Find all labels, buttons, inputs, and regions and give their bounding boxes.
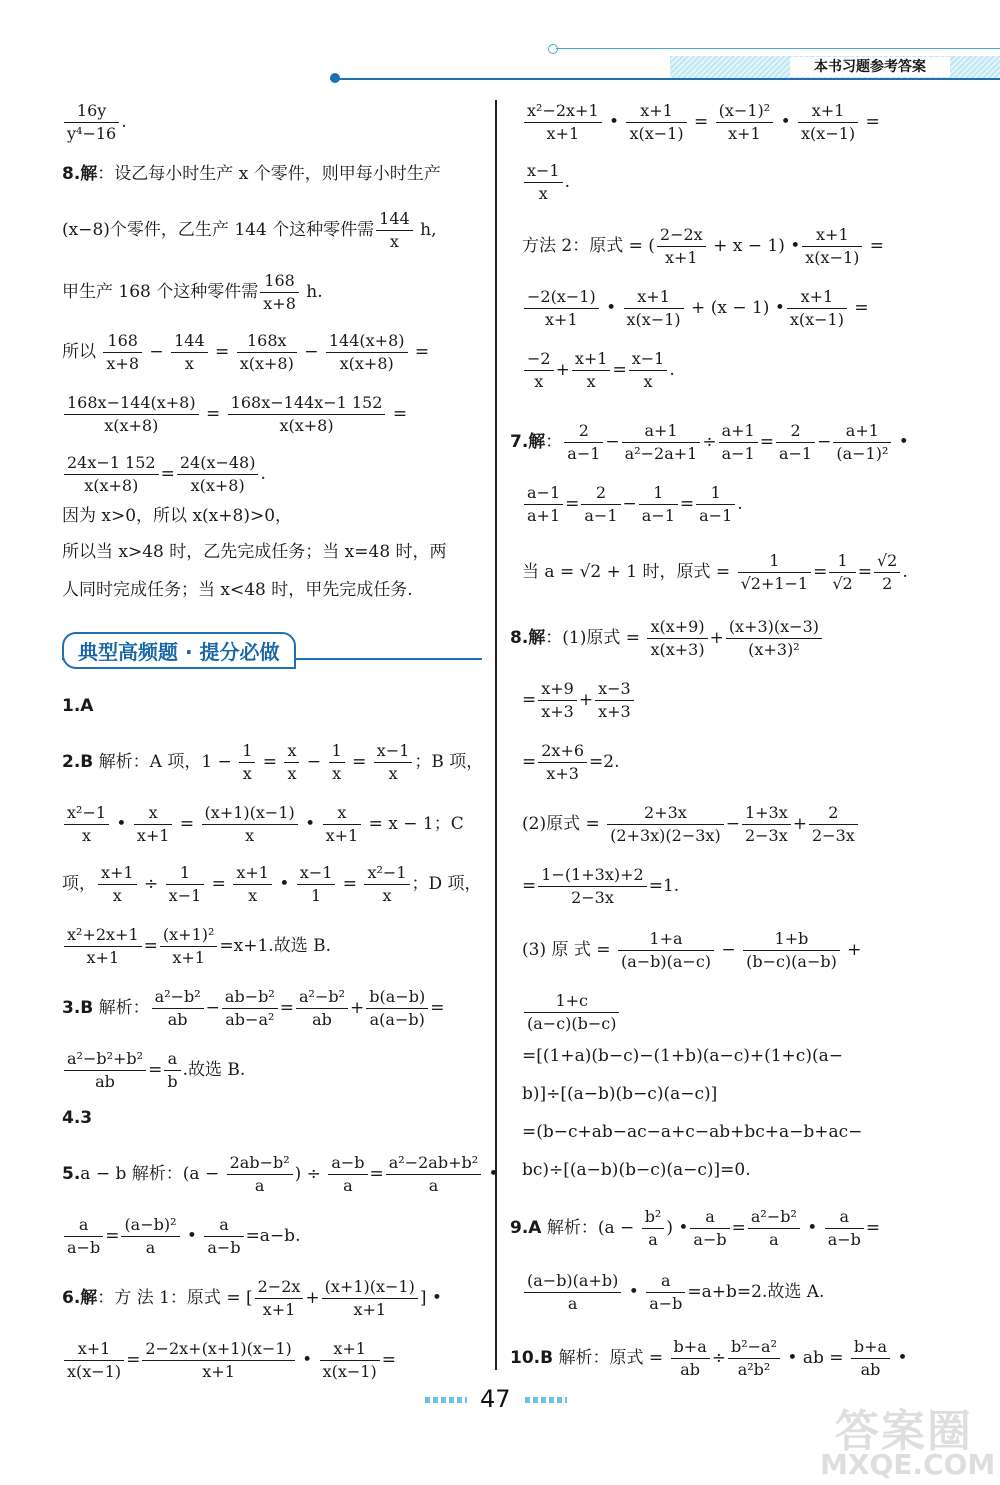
q8-line-1: 8.解：设乙每小时生产 x 个零件，则甲每小时生产 bbox=[62, 164, 441, 184]
watermark-logo: 答案圈 bbox=[835, 1406, 973, 1457]
q8r-line-6: (3) 原 式 = $\frac{1+a}{(a-b)(a-c)}$ − $\frac{1+b}{(b-c)(a-b)}$ + bbox=[522, 929, 862, 971]
q8r-line-2: = $\frac{x+9}{x+3}$ + $\frac{x-3}{x+3}$ bbox=[522, 678, 636, 723]
answer-line: $\frac{16y}{\text{y⁴−16}}$ . bbox=[62, 100, 127, 145]
q8-line-6: $\frac{24x-1 152}{x(x+8)}$ = $\frac{24(x-48)}{x(x+8)}$ . bbox=[62, 452, 266, 497]
answer-6-line-4: $\frac{x-1}{x}$ . bbox=[522, 160, 570, 205]
footer-ornament-right bbox=[525, 1397, 567, 1403]
q7-line-1: 7.解： $\frac{2}{a-1}$ − $\frac{a+1}{\text{a²−2a+1}}$ ÷ $\frac{a+1}{a-1}$ = $\frac{2}{a-1}$ − $\frac{a+1}{\text{(a−1)²}}$ • bbox=[510, 421, 909, 463]
answer-9-line-1: 9.A 解析：(a − $\frac{\text{b²}}{a}$ ) • $\frac{a}{a-b}$ = $\frac{\text{a²−b²}}{a}$ • $\frac{a}{a-b}$ = bbox=[510, 1207, 881, 1249]
method2-line-3: $\frac{-2}{x}$ + $\frac{x+1}{x}$ = $\frac{x-1}{x}$ . bbox=[522, 348, 675, 393]
answer-5-line-2: $\frac{a}{a-b}$ = $\frac{\text{(a−b)²}}{a}$ • $\frac{a}{a-b}$ =a−b. bbox=[62, 1214, 300, 1259]
q8-line-5: $\frac{168x-144(x+8)}{x(x+8)}$ = $\frac{168x-144x-1 152}{x(x+8)}$ = bbox=[62, 392, 407, 437]
q8r-line-4: (2)原式 = $\frac{2+3x}{(2+3x)(2-3x)}$ − $\frac{1+3x}{2-3x}$ + $\frac{2}{2-3x}$ bbox=[522, 802, 860, 847]
answer-1: 1.A bbox=[62, 696, 94, 716]
answer-2-line-4: $\frac{\text{x²+2x+1}}{x+1}$ = $\frac{\text{(x+1)²}}{x+1}$ =x+1.故选 B. bbox=[62, 924, 331, 969]
q7-line-3: 当 a = √2 + 1 时，原式 = $\frac{1}{√2+1-1}$ = $\frac{1}{√2}$ = $\frac{√2}{2}$ . bbox=[522, 551, 908, 593]
q8-line-7: 因为 x>0，所以 x(x+8)>0， bbox=[62, 506, 293, 526]
answer-10: 10.B 解析：原式 = $\frac{b+a}{ab}$ ÷ $\frac{\text{b²−a²}}{\text{a²b²}}$ • ab = $\frac{b+a}{ab}$ • bbox=[510, 1337, 908, 1379]
header-title: 本书习题参考答案 bbox=[790, 57, 950, 77]
q8-line-4: 所以 $\frac{168}{x+8}$ − $\frac{144}{x}$ = $\frac{168x}{x(x+8)}$ − $\frac{144(x+8)}{x(x+8)}$ = bbox=[62, 331, 430, 373]
answer-2-line-1: 2.B 解析：A 项，1 − $\frac{1}{x}$ = $\frac{x}{x}$ − $\frac{1}{x}$ = $\frac{x-1}{x}$ ；B 项， bbox=[62, 741, 484, 783]
page-number: 47 bbox=[480, 1385, 511, 1413]
answer-4: 4.3 bbox=[62, 1108, 93, 1128]
watermark-url: MXQE.COM bbox=[820, 1448, 996, 1481]
q8-line-9: 人同时完成任务；当 x<48 时，甲先完成任务. bbox=[62, 580, 413, 600]
q8r-line-5: = $\frac{1-(1+3x)+2}{2-3x}$ =1. bbox=[522, 865, 680, 907]
q7-line-2: $\frac{a-1}{a+1}$ = $\frac{2}{a-1}$ − $\frac{1}{a-1}$ = $\frac{1}{a-1}$ . bbox=[522, 482, 743, 527]
answer-6-line-1: 6.解：方 法 1：原式 = [ $\frac{2-2x}{x+1}$ + $\frac{(x+1)(x-1)}{x+1}$ ] • bbox=[62, 1277, 442, 1319]
answer-6-line-2: $\frac{x+1}{x(x-1)}$ = $\frac{2-2x+(x+1)(x-1)}{x+1}$ • $\frac{x+1}{x(x-1)}$ = bbox=[62, 1338, 396, 1383]
method2-line-2: $\frac{-2(x-1)}{x+1}$ • $\frac{x+1}{x(x-1)}$ + (x − 1) • $\frac{x+1}{x(x-1)}$ = bbox=[522, 286, 869, 331]
header-ornament-dot bbox=[330, 73, 340, 83]
method2-line-1: 方法 2：原式 = ( $\frac{2-2x}{x+1}$ + x − 1) • $\frac{x+1}{x(x-1)}$ = bbox=[522, 225, 885, 267]
header-rule bbox=[330, 78, 1000, 80]
fraction: $\frac{16y}{\text{y⁴−16}}$ bbox=[64, 100, 119, 145]
q8r-line-9: b)]÷[(a−b)(b−c)(a−c)] bbox=[522, 1084, 718, 1104]
q8r-line-3: = $\frac{2x+6}{x+3}$ =2. bbox=[522, 741, 620, 783]
answer-3-line-2: $\frac{\text{a²−b²+b²}}{ab}$ = $\frac{a}{b}$ .故选 B. bbox=[62, 1048, 245, 1093]
answer-3-line-1: 3.B 解析： $\frac{\text{a²−b²}}{ab}$ − $\frac{\text{ab−b²}}{\text{ab−a²}}$ = $\frac{\text{a²−b²}}{ab}$ + $\frac{b(a-b)}{a(a-b)}$ = bbox=[62, 987, 445, 1029]
q8-line-3: 甲生产 168 个这种零件需 $\frac{168}{x+8}$ h. bbox=[62, 271, 323, 313]
q8-line-8: 所以当 x>48 时，乙先完成任务；当 x=48 时，两 bbox=[62, 542, 447, 562]
section-title: 典型高频题 · 提分必做 bbox=[62, 632, 296, 669]
footer-ornament-left bbox=[425, 1397, 467, 1403]
header-ornament-ring bbox=[548, 44, 558, 54]
q8r-line-1: 8.解：(1)原式 = $\frac{x(x+9)}{x(x+3)}$ + $\frac{(x+3)(x-3)}{\text{(x+3)²}}$ bbox=[510, 616, 824, 661]
q8r-line-11: bc)÷[(a−b)(b−c)(a−c)]=0. bbox=[522, 1160, 751, 1180]
q8r-line-8: =[(1+a)(b−c)−(1+b)(a−c)+(1+c)(a− bbox=[522, 1046, 843, 1066]
header-thin-rule bbox=[556, 48, 1000, 49]
answer-9-line-2: $\frac{(a-b)(a+b)}{a}$ • $\frac{a}{a-b}$ =a+b=2.故选 A. bbox=[522, 1270, 824, 1315]
q8-line-2: (x−8)个零件，乙生产 144 个这种零件需 $\frac{144}{x}$ h, bbox=[62, 209, 437, 251]
q8r-line-7: $\frac{1+c}{(a-c)(b-c)}$ bbox=[522, 990, 621, 1035]
answer-2-line-3: 项， $\frac{x+1}{x}$ ÷ $\frac{1}{x-1}$ = $\frac{x+1}{x}$ • $\frac{x-1}{1}$ = $\frac{\text{x²−1}}{x}$ ；D 项， bbox=[62, 863, 482, 905]
answer-6-line-3: $\frac{\text{x²−2x+1}}{x+1}$ • $\frac{x+1}{x(x-1)}$ = $\frac{\text{(x−1)²}}{x+1}$ • $\frac{x+1}{x(x-1)}$ = bbox=[522, 100, 880, 145]
answer-5-line-1: 5.a − b 解析：(a − $\frac{\text{2ab−b²}}{a}$ ) ÷ $\frac{a-b}{a}$ = $\frac{\text{a²−2ab+b²}}{a}$ • bbox=[62, 1153, 499, 1195]
q8r-line-10: =(b−c+ab−ac−a+c−ab+bc+a−b+ac− bbox=[522, 1122, 863, 1142]
answer-2-line-2: $\frac{\text{x²−1}}{x}$ • $\frac{x}{x+1}$ = $\frac{(x+1)(x-1)}{x}$ • $\frac{x}{x+1}$ = x − 1；C bbox=[62, 802, 464, 847]
